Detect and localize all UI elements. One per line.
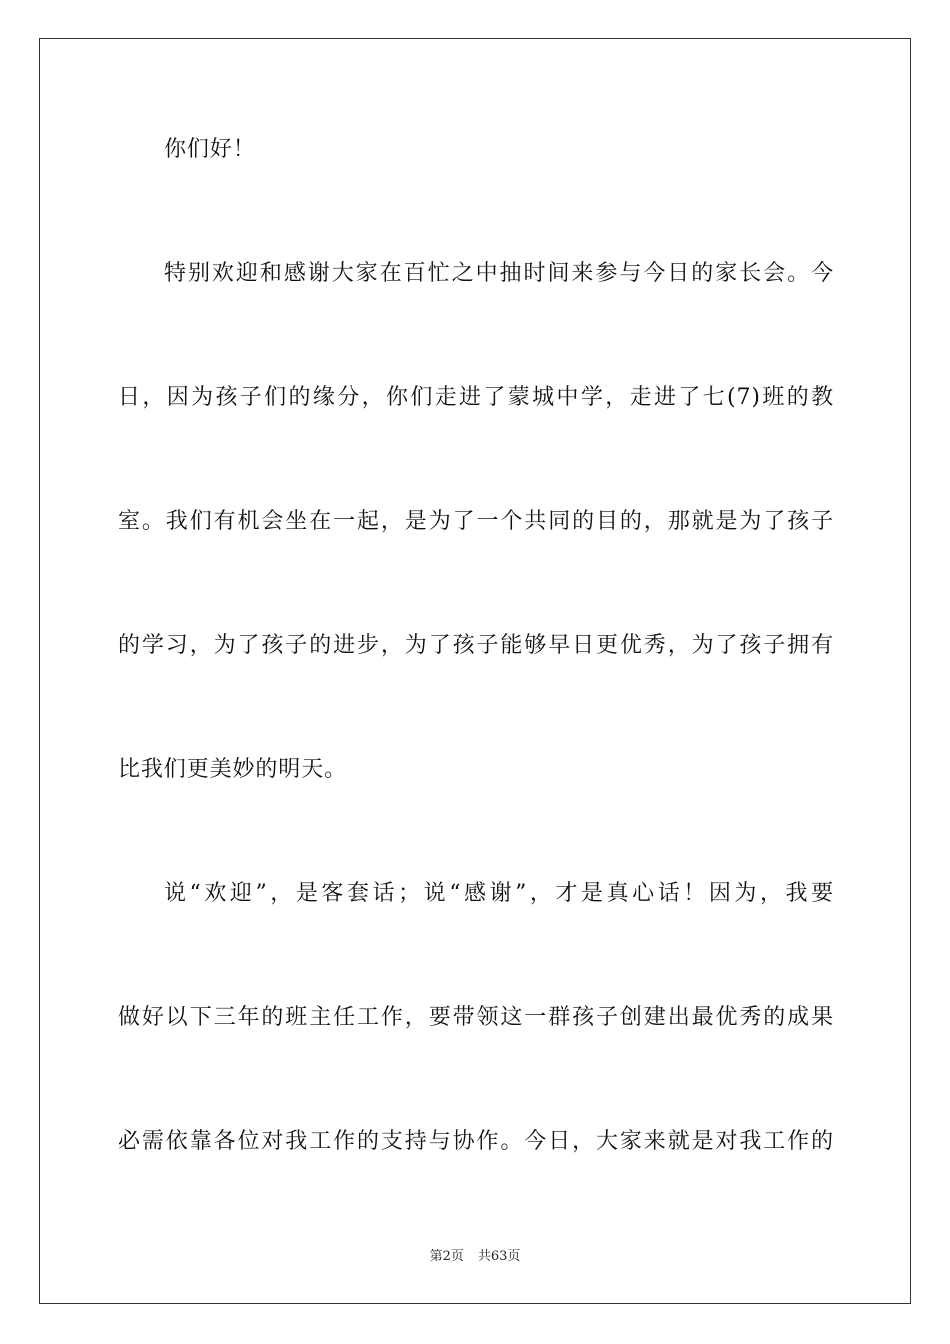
paragraph-1-line-3: 室。我们有机会坐在一起，是为了一个共同的目的，那就是为了孩子 — [118, 509, 834, 534]
paragraph-1-line-1: 特别欢迎和感谢大家在百忙之中抽时间来参与今日的家长会。今 — [164, 261, 834, 286]
paragraph-1-line-4: 的学习，为了孩子的进步，为了孩子能够早日更优秀，为了孩子拥有 — [118, 633, 834, 658]
page-border — [39, 38, 911, 1304]
paragraph-2-line-2: 做好以下三年的班主任工作，要带领这一群孩子创建出最优秀的成果 — [118, 1005, 834, 1030]
paragraph-1-line-5: 比我们更美妙的明天。 — [118, 757, 348, 782]
paragraph-2-line-3: 必需依靠各位对我工作的支持与协作。今日，大家来就是对我工作的 — [118, 1129, 834, 1154]
page-total: 共63页 — [477, 1249, 521, 1264]
page-footer — [0, 1248, 950, 1266]
paragraph-1-line-2: 日，因为孩子们的缘分，你们走进了蒙城中学，走进了七(7)班的教 — [118, 385, 834, 410]
page-number: 第2页 — [429, 1249, 464, 1264]
paragraph-2-line-1: 说“欢迎”，是客套话；说“感谢”，才是真心话！因为，我要 — [164, 881, 834, 906]
greeting-line: 你们好！ — [164, 137, 256, 162]
